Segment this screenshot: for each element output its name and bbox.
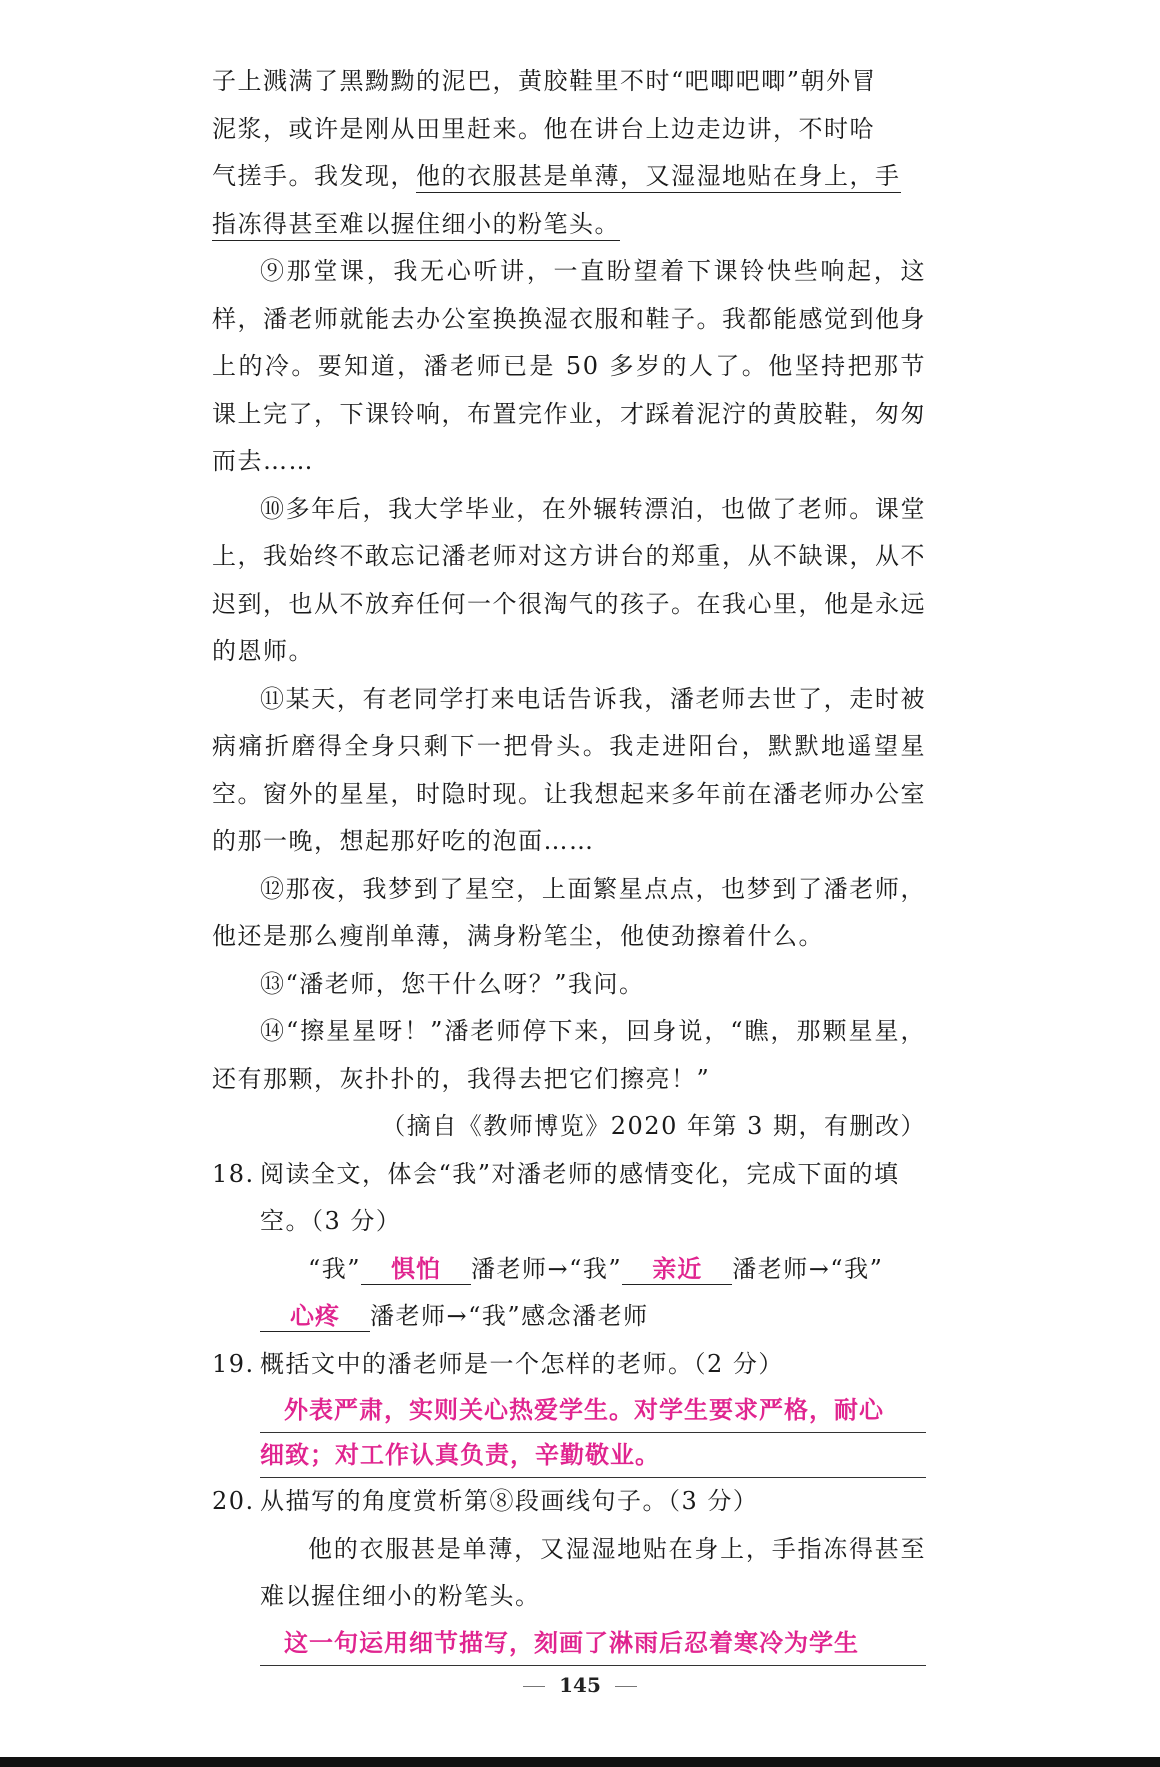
answer-blank-3[interactable] xyxy=(260,1301,370,1332)
source-citation: （摘自《教师博览》2020 年第 3 期，有删改） xyxy=(381,1112,926,1140)
answer-text: 惧怕 xyxy=(391,1254,442,1283)
text-line xyxy=(212,153,926,201)
chain-text: 潘老师→“我” xyxy=(471,1254,623,1283)
chain-text: “我” xyxy=(308,1254,362,1283)
question-text: 概括文中的潘老师是一个怎样的老师。（2 分） xyxy=(260,1349,784,1378)
answer-blank-1[interactable] xyxy=(361,1254,471,1285)
answer-text: 亲近 xyxy=(652,1254,703,1283)
text-line: 子上溅满了黑黝黝的泥巴，黄胶鞋里不时“吧唧吧唧”朝外冒 xyxy=(212,67,878,95)
page-content xyxy=(212,58,926,1666)
question-18 xyxy=(212,1151,926,1341)
chain-text: 潘老师→“我” xyxy=(732,1254,884,1283)
paragraph-14: ⑭“擦星星呀！”潘老师停下来，回身说，“瞧，那颗星星，还有那颗，灰扑扑的，我得去把它们擦亮！” xyxy=(212,1017,926,1093)
question-19-prompt xyxy=(212,1341,926,1389)
paragraph-13: ⑬“潘老师，您干什么呀？”我问。 xyxy=(260,969,645,998)
chain-text: 潘老师→“我”感念潘老师 xyxy=(370,1302,649,1330)
question-19 xyxy=(212,1341,926,1479)
answer-line[interactable]: 细致；对工作认真负责，辛勤敬业。 xyxy=(260,1433,926,1478)
question-text: 从描写的角度赏析第⑧段画线句子。（3 分） xyxy=(260,1487,759,1515)
text-line: 泥浆，或许是刚从田里赶来。他在讲台上边走边讲，不时哈 xyxy=(212,114,875,143)
quoted-sentence: 他的衣服甚是单薄，又湿湿地贴在身上，手指冻得甚至难以握住细小的粉笔头。 xyxy=(260,1534,926,1610)
question-number: 18. xyxy=(212,1159,255,1188)
question-number: 20. xyxy=(212,1487,255,1515)
answer-blank-2[interactable] xyxy=(622,1254,732,1285)
paragraph-8-tail xyxy=(212,58,926,248)
paragraph-10: ⑩多年后，我大学毕业，在外辗转漂泊，也做了老师。课堂上，我始终不敢忘记潘老师对这方讲台的郑重，从不缺课，从不迟到，也从不放弃任何一个很淘气的孩子。在我心里，他是永远的恩师。 xyxy=(212,494,926,665)
underlined-sentence: 指冻得甚至难以握住细小的粉笔头。 xyxy=(212,210,620,241)
answer-line[interactable]: 外表严肃，实则关心热爱学生。对学生要求严格，耐心 xyxy=(260,1388,926,1433)
chain-line-2 xyxy=(260,1293,926,1341)
paragraph-9: ⑨那堂课，我无心听讲，一直盼望着下课铃快些响起，这样，潘老师就能去办公室换换湿衣服和鞋子。我都能感觉到他身上的冷。要知道，潘老师已是 50 多岁的人了。他坚持把那节课上完了，下课铃响，布置完作业，才踩着泥泞的黄胶鞋，匆匆而去…… xyxy=(212,257,926,475)
text-plain: 气搓手。我发现， xyxy=(212,162,416,190)
answer-line[interactable]: 这一句运用细节描写，刻画了淋雨后忍着寒冷为学生 xyxy=(260,1621,926,1666)
paragraph-11: ⑪某天，有老同学打来电话告诉我，潘老师去世了，走时被病痛折磨得全身只剩下一把骨头。我走进阳台，默默地遥望星空。窗外的星星，时隐时现。让我想起来多年前在潘老师办公室的那一晚，想起那好吃的泡面…… xyxy=(212,684,926,855)
text-line xyxy=(212,201,926,249)
fill-in-chain xyxy=(212,1246,926,1341)
footer-dash xyxy=(615,1686,637,1687)
page-number: 145 xyxy=(559,1673,601,1697)
bottom-bar xyxy=(0,1757,1160,1767)
question-number: 19. xyxy=(212,1349,255,1378)
underlined-sentence: 他的衣服甚是单薄，又湿湿地贴在身上，手 xyxy=(416,162,901,193)
footer-dash xyxy=(523,1686,545,1687)
chain-line-1 xyxy=(260,1246,926,1294)
question-20 xyxy=(212,1478,926,1666)
paragraph-12: ⑫那夜，我梦到了星空，上面繁星点点，也梦到了潘老师，他还是那么瘦削单薄，满身粉笔尘，他使劲擦着什么。 xyxy=(212,874,926,950)
question-text: 阅读全文，体会“我”对潘老师的感情变化，完成下面的填空。（3 分） xyxy=(260,1159,900,1235)
question-20-prompt xyxy=(212,1478,926,1526)
answer-text: 心疼 xyxy=(290,1302,340,1330)
question-18-prompt xyxy=(212,1151,926,1246)
page-footer xyxy=(0,1673,1160,1697)
